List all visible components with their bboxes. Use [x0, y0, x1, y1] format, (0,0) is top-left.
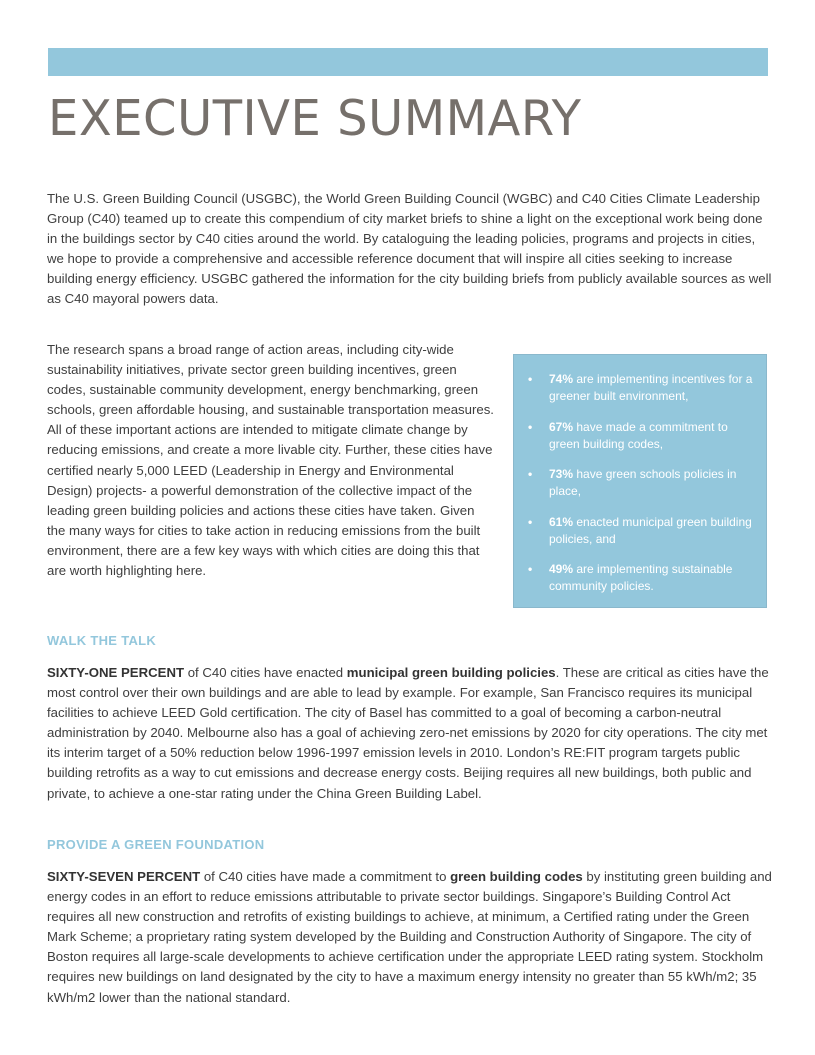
header-band — [48, 48, 768, 76]
statistic-item — [528, 466, 754, 500]
section-text: of C40 cities have enacted — [184, 665, 347, 680]
statistic-percent: 61% — [549, 514, 574, 529]
section-text: . These are critical as cities have the most control over their own buildings and are able to lead by example. For example, San Francisco requires its municipal facilities to achieve LEED Gold certification. The city of Basel has committed to a goal of becoming a carbon-neutral administration by 2040. Melbourne also has a goal of achieving zero-net emissions by 2020 for city operations. The city met its interim target of a 50% reduction below 1996-1997 emission levels in 2010. London’s RE:FIT program targets public building retrofits as a way to cut emissions and decrease energy costs. Beijing requires all new buildings, both public and private, to achieve a one-star rating under the China Green Building Label. — [47, 665, 769, 801]
statistic-text: are implementing sustainable community policies. — [549, 562, 733, 593]
statistic-text: have made a commitment to green building codes, — [549, 419, 728, 451]
statistic-text: enacted municipal green building policies, and — [549, 514, 752, 546]
statistic-text: are implementing incentives for a greener built environment, — [549, 372, 753, 403]
section-lead: SIXTY-ONE PERCENT — [47, 665, 185, 680]
section-body-green-foundation — [47, 867, 772, 1008]
statistic-percent: 73% — [549, 467, 574, 481]
bullet-icon: • — [528, 372, 533, 386]
statistics-list — [528, 371, 754, 595]
section-heading-walk-the-talk: WALK THE TALK — [47, 633, 157, 648]
statistic-percent: 67% — [549, 419, 574, 434]
section-body-walk-the-talk — [47, 663, 772, 804]
section-emphasis: green building codes — [450, 869, 583, 884]
bullet-icon: • — [528, 467, 533, 481]
bullet-icon: • — [528, 514, 533, 529]
section-text: by instituting green building and energy codes in an effort to reduce emissions attributable to private sector buildings. Singapore’s Building Control Act requires all new construction and retrofits of existing buildings to achieve, at minimum, a Certified rating under the Green Mark Scheme; a proprietary rating system developed by the Building and Construction Authority of Singapore. The city of Boston requires all large-scale developments to achieve certification under the appropriate LEED rating system. Stockholm requires new buildings on land designated by the city to have a maximum energy intensity no greater than 55 kWh/m2; 35 kWh/m2 lower than the national standard. — [47, 869, 772, 1005]
bullet-icon: • — [528, 562, 533, 576]
statistic-item — [528, 419, 754, 453]
research-paragraph: The research spans a broad range of action areas, including city-wide sustainability initiatives, private sector green building incentives, green codes, sustainable community development, energy benchmarking, green schools, green affordable housing, and sustainable transportation measures. All of these important actions are intended to mitigate climate change by reducing emissions, and create a more livable city. Further, these cities have certified nearly 5,000 LEED (Leadership in Energy and Environmental Design) projects- a powerful demonstration of the collective impact of the leading green building policies and actions these cities have taken. Given the many ways for cities to take action in reducing emissions from the built environment, there are a few key ways with which cities are doing this that are worth highlighting here. — [47, 342, 494, 579]
statistic-percent: 74% — [549, 372, 574, 386]
section-heading-green-foundation: PROVIDE A GREEN FOUNDATION — [47, 837, 265, 852]
section-text: of C40 cities have made a commitment to — [200, 869, 451, 884]
statistic-percent: 49% — [549, 562, 574, 576]
intro-paragraph: The U.S. Green Building Council (USGBC), the World Green Building Council (WGBC) and C40 Cities Climate Leadership Group (C40) teamed up to create this compendium of city market briefs to shine a light on the exceptional work being done in the buildings sector by C40 cities around the world. By cataloguing the leading policies, programs and projects in cities, we hope to provide a comprehensive and accessible reference document that will inspire all cities seeking to increase building energy efficiency. USGBC gathered the information for the city building briefs from publicly available sources as well as C40 mayoral powers data. — [47, 191, 772, 307]
statistics-sidebar — [513, 354, 767, 608]
bullet-icon: • — [528, 419, 533, 434]
statistic-item — [528, 561, 754, 595]
page-title: EXECUTIVE SUMMARY — [48, 90, 582, 147]
statistic-item — [528, 514, 754, 548]
section-lead: SIXTY-SEVEN PERCENT — [47, 869, 201, 884]
section-emphasis: municipal green building policies — [346, 665, 556, 680]
statistic-text: have green schools policies in place, — [549, 467, 737, 498]
statistic-item — [528, 371, 754, 405]
